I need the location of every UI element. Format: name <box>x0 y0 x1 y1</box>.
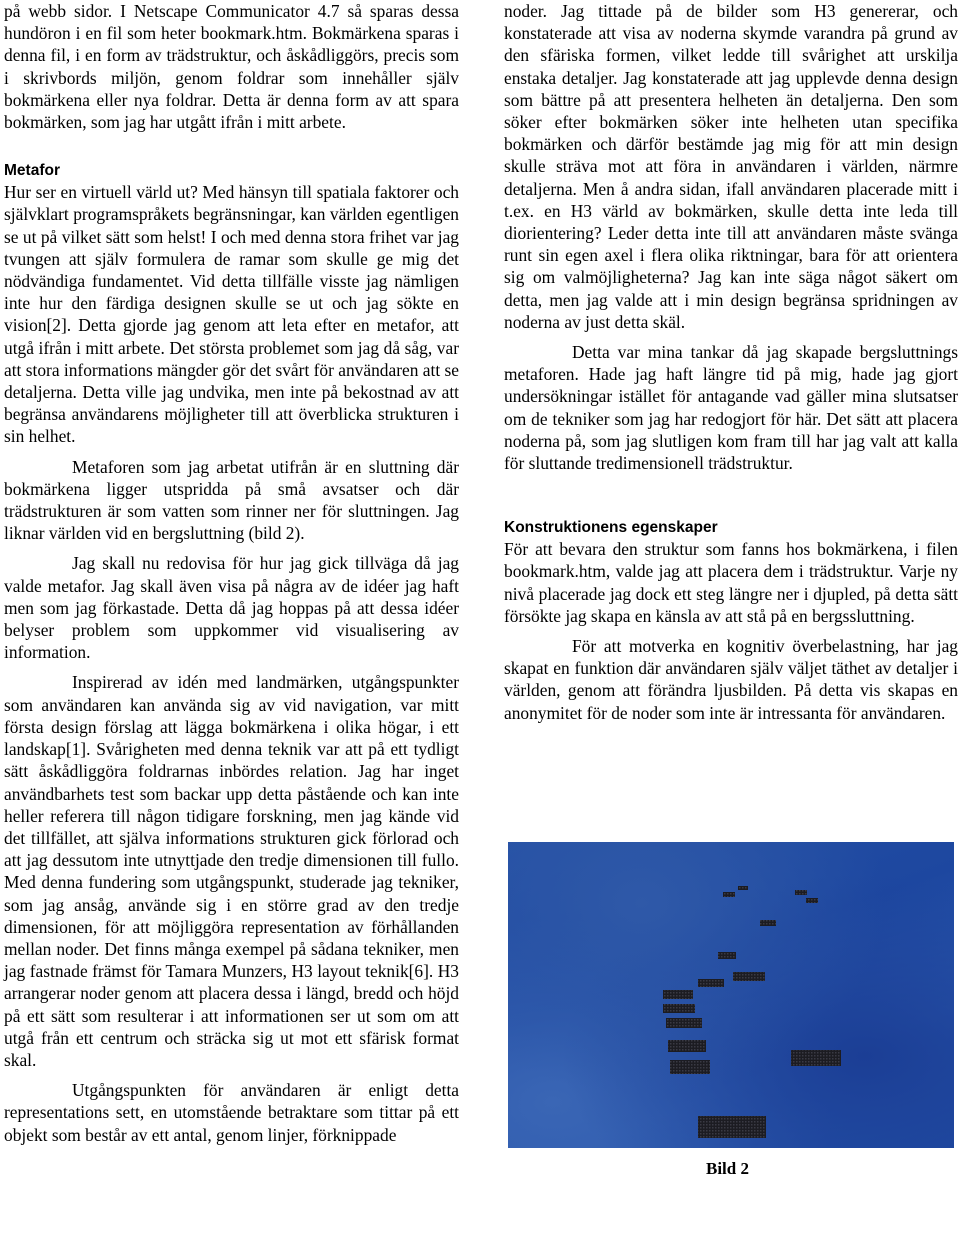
paragraph: på webb sidor. I Netscape Communicator 4.7 så sparas dessa hundöron i en fil som heter bookmark.htm. Bokmärkena sparas i denna fil, i en form av trädstruktur, och åskådliggörs, precis som i skrivbords miljön, genom foldrar som innehåller själv bokmärkena eller nya foldrar. Detta är denna form av att spara bokmärken, som jag har utgått ifrån i mitt arbete. <box>4 1 459 133</box>
paragraph: Jag skall nu redovisa för hur jag gick tillväga då jag valde metafor. Jag skall även visa på några av de idéer jag haft men som jag förkastade. Detta då jag hoppas på att dessa idéer belyser problem som uppkommer vid visualisering av information. <box>4 553 459 663</box>
paragraph: Utgångspunkten för användaren är enligt detta representations sett, en utomstående betraktare som tittar på ett objekt som består av ett antal, genom linjer, förknippade <box>4 1080 459 1145</box>
paragraph: noder. Jag tittade på de bilder som H3 genererar, och konstaterade att visa av noderna skymde varandra på grund av den sfäriska formen, vilket ledde till svårighet att urskilja enstaka detaljer. Jag konstaterade att jag upplevde denna design som bättre på att presentera helheten än detaljerna. Den som söker efter bokmärken söker inte helheten utan specifika bokmärken och därför bestämde jag mig för att min design skulle sträva mot att föra in användaren i världen, närmre detaljerna. Men å andra sidan, ifall användaren placerade mitt i t.ex. en H3 värld av bokmärken, skulle detta inte leda till diorientering? Leder detta inte till att användaren måste svänga runt sin egen axel i flera olika riktningar, bara för att orientera sig om valmöjligheterna? Jag kan inte säga något säkert om detta, men jag valde att i min design begränsa spridningen av noderna av just detta skäl. <box>504 1 958 332</box>
bookmark-node <box>760 920 776 926</box>
bookmark-node <box>795 890 807 895</box>
paragraph: Metaforen som jag arbetat utifrån är en sluttning där bokmärkena ligger utspridda på små avsatser och där trädstrukturen är som vatten som rinner ner för sluttningen. Jag liknar världen vid en bergsluttning (bild 2). <box>4 456 459 544</box>
bookmark-node <box>666 1018 702 1028</box>
paragraph: Detta var mina tankar då jag skapade bergsluttnings metaforen. Hade jag haft längre tid på mig, hade jag gjort undersökningar istället för antagande vad gäller mina slutsatser om de tekniker som jag har redogjort för här. Det sätt att placera noderna på, som jag slutligen kom fram till har jag valt att kalla för sluttande tredimensionell trädstruktur. <box>504 342 958 474</box>
bookmark-node <box>663 1004 695 1013</box>
paragraph: För att motverka en kognitiv överbelastning, har jag skapat en funktion där användaren själv väljet täthet av detaljer i världen, genom att förändra ljusbilden. På detta vis skapas en anonymitet för de noder som inte är intressanta för användaren. <box>504 636 958 723</box>
bookmark-node <box>698 1116 766 1138</box>
paragraph: Inspirerad av idén med landmärken, utgångspunkter som användaren kan använda sig av vid navigation, var mitt första design förslag att lägga bokmärkena i olika högar, i ett landskap[1]. Svårigheten med denna teknik var att på ett tydligt sätt åskådliggöra foldrarnas inbördes relation. Jag har inget användbarhets test som backar upp detta påstående och kan inte heller referera till någon tidigare forskning, men jag kände vid det tillfället, att själva informations strukturen gick förlorad och att jag dessutom inte utnyttjade den tredje dimensionen till fullo. Med denna fundering som utgångspunkt, studerade jag tekniker, som jag ansåg, använde sig i en större grad av den tredje dimensionen, för att möjliggöra representation av förhållanden mellan noder. Det finns många exempel på sådana tekniker, men jag fastnade främst för Tamara Munzers, H3 layout teknik[6]. H3 arrangerar noder genom att placera dessa i längd, bredd och höjd på ett sätt som resulterar i att informationen ser ut som om att utgå från ett centrum och sträcka sig ut mot ett sfärisk format skal. <box>4 672 459 1070</box>
bookmark-node <box>698 979 724 987</box>
bookmark-world-illustration <box>508 842 954 1148</box>
bookmark-node <box>733 972 765 981</box>
figure-caption: Bild 2 <box>706 1159 749 1178</box>
bookmark-node <box>738 886 748 890</box>
bookmark-node <box>806 898 818 903</box>
paragraph: För att bevara den struktur som fanns hos bokmärkena, i filen bookmark.htm, valde jag att placera dem i trädstruktur. Varje ny nivå placerade jag dock ett steg längre ner i djupled, på detta sätt försökte jag skapa en känsla av att stå på en bergssluttning. <box>504 539 958 626</box>
paragraph: Hur ser en virtuell värld ut? Med hänsyn till spatiala faktorer och självklart programspråkets begränsningar, kan världen egentligen se ut på vilket sätt som helst! I och med denna stora frihet var jag tvungen att själv formulera de ramar som skulle ge mig det nödvändiga fundamentet. Vid detta tillfälle visste jag nämligen inte hur den färdiga designen skulle se ut och jag sökte en vision[2]. Detta gjorde jag genom att leta efter en metafor, att utgå ifrån i mitt arbete. Det största problemet som jag då såg, var att stora informations mängder gör det svårt för användaren att se detaljerna. Detta ville jag undvika, men inte på bekostnad av att begränsa användarens möjligheter till att överblicka strukturen i sin helhet. <box>4 182 459 447</box>
section-heading-konstruktion: Konstruktionens egenskaper <box>504 519 718 537</box>
section-heading-metafor: Metafor <box>4 162 60 180</box>
bookmark-node <box>663 990 693 999</box>
bookmark-node <box>718 952 736 959</box>
bookmark-node <box>668 1040 706 1052</box>
bookmark-node <box>723 892 735 897</box>
bookmark-node <box>670 1060 710 1074</box>
bookmark-node <box>791 1050 841 1066</box>
left-column <box>4 0 459 1146</box>
figure-bild-2 <box>508 842 954 1148</box>
right-column <box>504 0 958 724</box>
